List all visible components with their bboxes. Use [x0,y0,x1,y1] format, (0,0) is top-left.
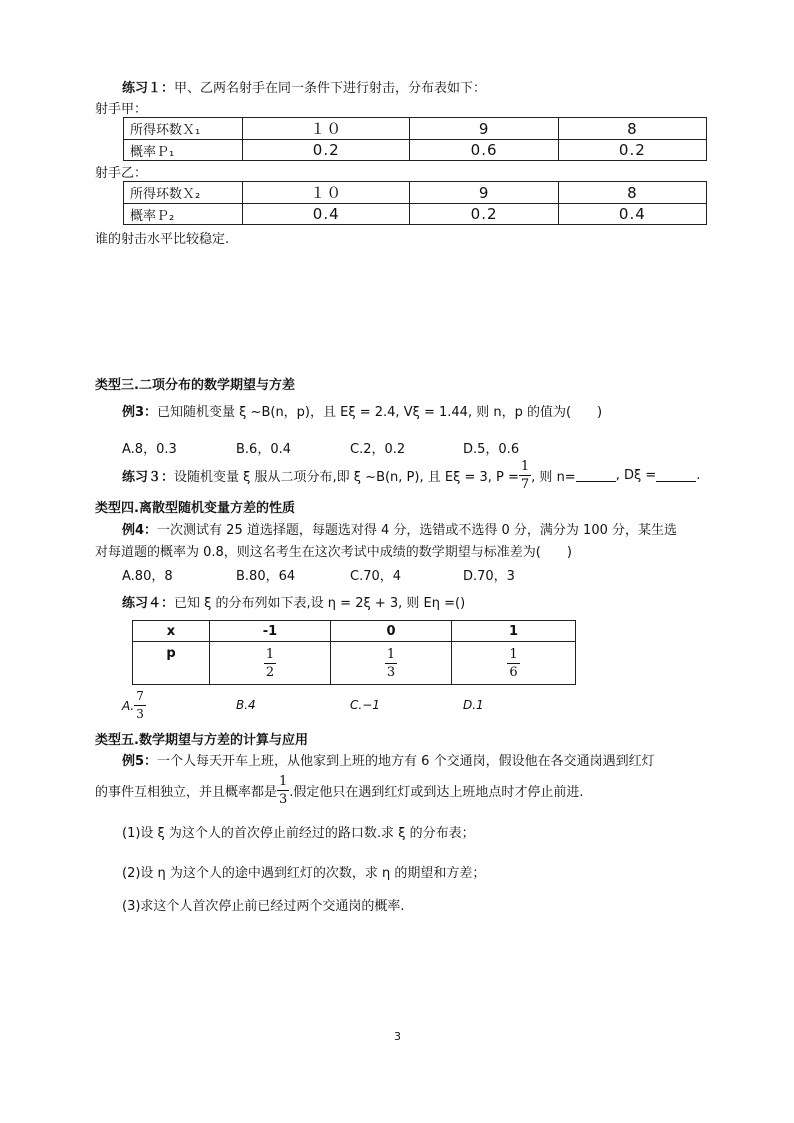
exercise-3-text: 设随机变量 ξ 服从二项分布,即 ξ ~B(n, P), 且 Eξ = 3, P = [174,469,519,485]
table-cell: 概率Ｐ₁ [124,140,243,161]
example-4-option-b: B.80，64 [236,569,296,584]
exercise-3-d-label: , Dξ = [615,467,657,483]
distribution-table [132,620,576,685]
exercise-3-line [122,456,700,494]
table-cell: 所得环数Ｘ₁ [124,118,243,140]
example-3-text: 已知随机变量 ξ ~B(n，p)，且 Eξ = 2.4, Vξ = 1.44, 则 n，p 的值为( ) [157,405,603,420]
question-2: (2)设 η 为这个人的途中遇到红灯的次数，求 η 的期望和方差； [122,866,486,881]
exercise-4-option-a: A. $\frac{7}{3}$ [122,689,144,721]
table-cell: 0.2 [410,204,558,225]
example-4-title: 例4： [122,523,158,538]
section-5-heading: 类型五.数学期望与方差的计算与应用 [95,733,308,748]
exercise-4-option-c: C.−1 [350,698,380,712]
example-4-line-2: 对每道题的概率为 0.8，则这名考生在这次考试中成绩的数学期望与标准差为( ) [95,545,572,560]
example-5-fraction: $\frac{1}{3}$ [279,773,288,807]
table-row [124,182,707,204]
table-header: 1 [452,621,576,642]
example-5-text-1: 一个人每天开车上班，从他家到上班的地方有 6 个交通岗，假设他在各交通岗遇到红灯 [157,754,655,769]
exercise-1-question: 谁的射击水平比较稳定. [95,232,230,247]
example-4-line-1 [122,519,677,538]
example-3-option-b: B.6，0.4 [236,442,291,457]
table-cell: 8 [558,182,706,204]
example-3-option-d: D.5，0.6 [463,442,520,457]
table-cell [452,642,576,685]
example-3-title: 例3： [122,405,158,420]
question-1: (1)设 ξ 为这个人的首次停止前经过的路口数.求 ξ 的分布表； [122,826,475,841]
probability-fraction: $\frac{1}{2}$ [265,646,275,680]
table-cell: 9 [410,118,558,140]
exercise-4-option-b: B.4 [236,698,256,712]
shooter-b-table [123,181,707,225]
shooter-a-label: 射手甲： [95,102,148,117]
table-header: x [133,621,210,642]
exercise-4-line [122,592,465,611]
answer-blank [576,469,616,482]
exercise-3-n-label: , 则 n= [531,469,576,485]
exercise-1-title: 练习１： [122,81,175,96]
table-row [124,118,707,140]
section-3-heading: 类型三.二项分布的数学期望与方差 [95,378,295,393]
example-5-line-1 [122,750,655,769]
table-cell [331,642,452,685]
probability-fraction: $\frac{1}{3}$ [386,646,396,680]
example-3-option-c: C.2，0.2 [350,442,406,457]
table-header: 0 [331,621,452,642]
exercise-4-text: 已知 ξ 的分布列如下表,设 η = 2ξ + 3, 则 Eη =() [174,596,466,611]
table-row [133,642,576,685]
exercise-3-title: 练习３： [122,469,175,485]
table-cell: 0.2 [243,140,410,161]
table-cell: 0.2 [558,140,706,161]
question-3: (3)求这个人首次停止前已经过两个交通岗的概率. [122,899,405,914]
option-a-fraction: $\frac{7}{3}$ [136,689,144,721]
shooter-a-table [123,117,707,161]
table-header: -1 [210,621,331,642]
probability-fraction: $\frac{1}{6}$ [509,646,518,680]
table-cell: １０ [243,182,410,204]
table-cell: 0.4 [558,204,706,225]
table-cell: 0.6 [410,140,558,161]
table-row [124,140,707,161]
example-3-line [122,401,602,420]
table-cell: 所得环数Ｘ₂ [124,182,243,204]
table-row [124,204,707,225]
page-number: 3 [394,1030,401,1043]
example-5-title: 例5： [122,754,158,769]
table-row [133,621,576,642]
exercise-1-text: 甲、乙两名射手在同一条件下进行射击，分布表如下： [174,81,487,96]
table-cell: 概率Ｐ₂ [124,204,243,225]
example-4-option-a: A.80，8 [122,569,173,584]
exercise-3-end: . [696,467,701,483]
exercise-4-title: 练习４： [122,596,175,611]
answer-blank [656,469,696,482]
table-cell: p [133,642,210,685]
exercise-3-fraction: $\frac{1}{7}$ [520,458,530,492]
table-cell: 0.4 [243,204,410,225]
example-4-text-1: 一次测试有 25 道选择题，每题选对得 4 分，选错或不选得 0 分，满分为 100 分，某生选 [157,523,678,538]
table-cell: 9 [410,182,558,204]
table-cell: 8 [558,118,706,140]
exercise-4-option-d: D.1 [463,698,484,712]
example-5-text-2: 的事件互相独立，并且概率都是 [95,784,278,800]
table-cell: １０ [243,118,410,140]
example-4-option-c: C.70，4 [350,569,402,584]
table-cell [210,642,331,685]
example-3-option-a: A.8，0.3 [122,442,177,457]
section-4-heading: 类型四.离散型随机变量方差的性质 [95,501,295,516]
exercise-1-line [122,77,486,96]
example-5-line-2 [95,770,584,810]
example-5-text-3: .假定他只在遇到红灯或到达上班地点时才停止前进. [289,784,584,800]
example-4-option-d: D.70，3 [463,569,515,584]
shooter-b-label: 射手乙： [95,166,148,181]
